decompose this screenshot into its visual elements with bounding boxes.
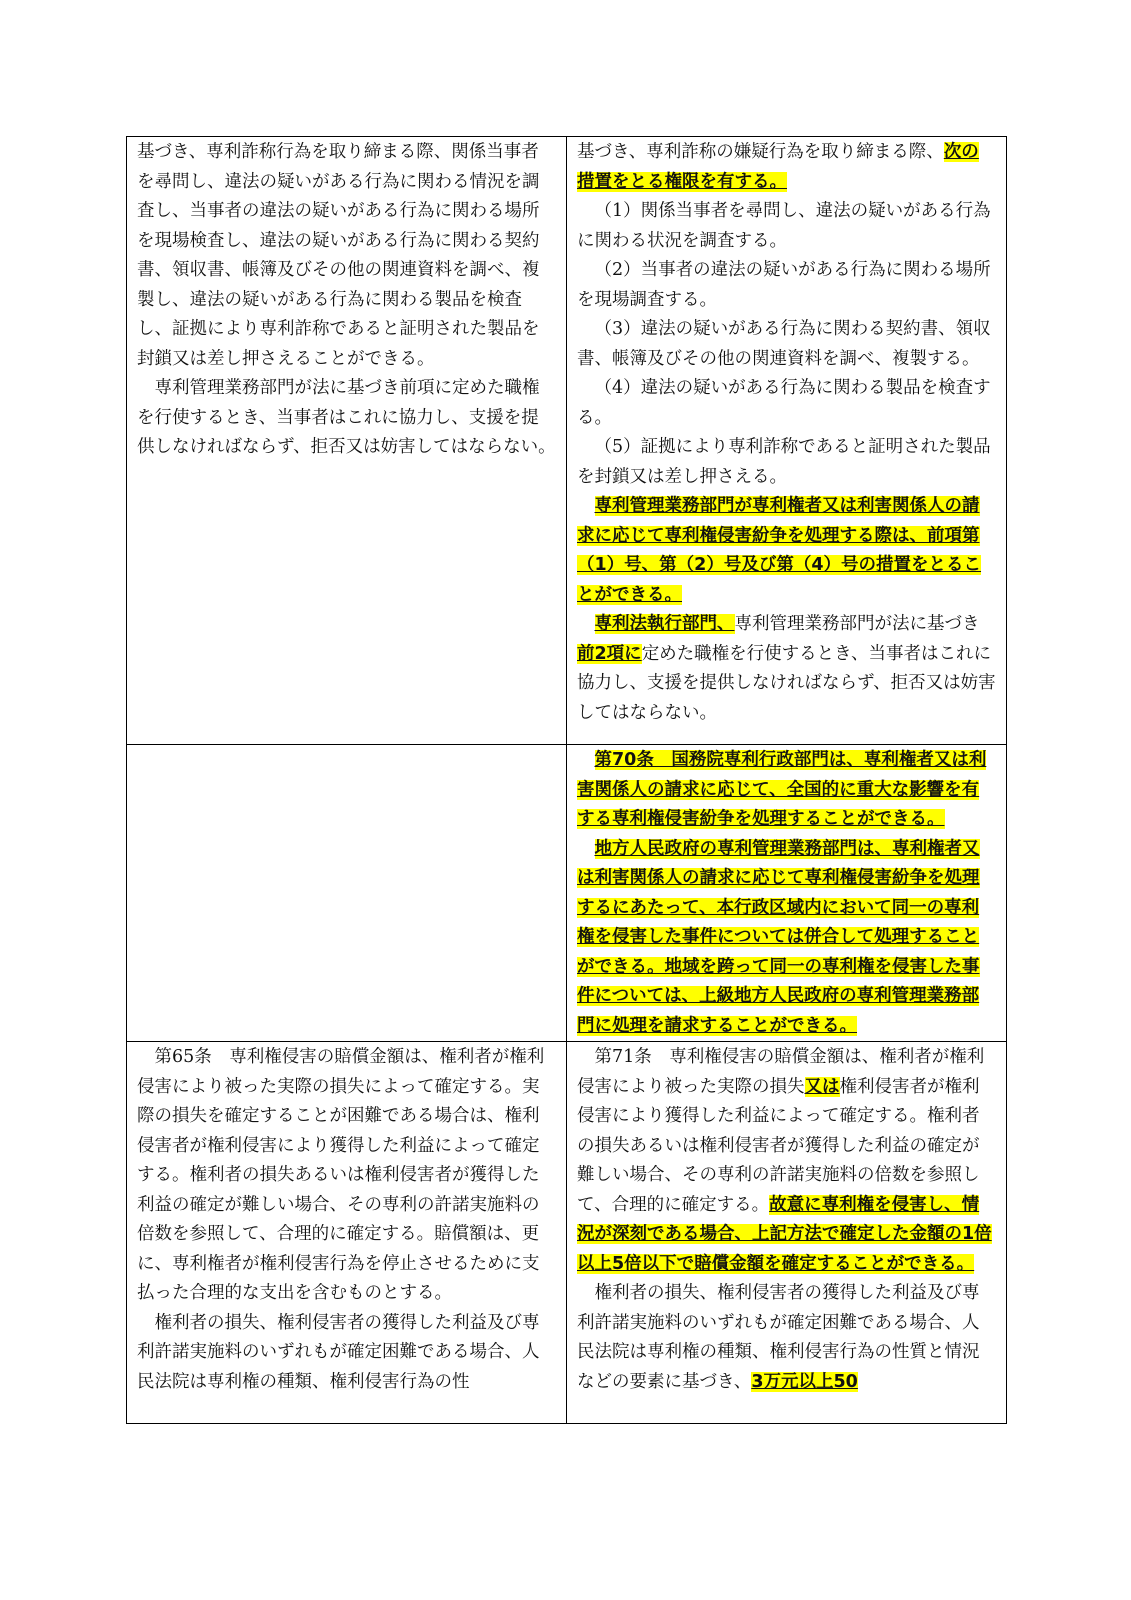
new-text-cell — [567, 745, 1007, 1042]
paragraph — [577, 197, 996, 256]
text-run: 第71条 専利権侵害の賠償金額は、権利者が権利侵害により被った実際の損失 — [577, 1047, 985, 1097]
highlighted-text: 第70条 国務院専利行政部門は、専利権者又は利害関係人の請求に応じて、全国的に重大な影響を有する専利権侵害紛争を処理することができる。 — [577, 750, 987, 829]
table-row — [127, 1042, 1007, 1424]
paragraph — [577, 1279, 996, 1397]
new-text-cell — [567, 137, 1007, 745]
table-row — [127, 745, 1007, 1042]
text-run: （3）違法の疑いがある行為に関わる契約書、領収書、帳簿及びその他の関連資料を調べ、複製する。 — [577, 319, 991, 369]
new-text-cell — [567, 1042, 1007, 1424]
table-row — [127, 137, 1007, 745]
text-run: 基づき、専利詐称の嫌疑行為を取り締まる際、 — [577, 142, 944, 162]
paragraph — [577, 433, 996, 492]
paragraph — [137, 374, 556, 463]
text-run: 専利管理業務部門が法に基づき前項に定めた職権を行使するとき、当事者はこれに協力し、支援を提供しなければならず、拒否又は妨害してはならない。 — [137, 378, 556, 457]
text-run: （1）関係当事者を尋問し、違法の疑いがある行為に関わる状況を調査する。 — [577, 201, 991, 251]
highlighted-text: 前2項に — [577, 643, 642, 664]
old-text-cell — [127, 137, 567, 745]
text-run: （5）証拠により専利詐称であると証明された製品を封鎖又は差し押さえる。 — [577, 437, 991, 487]
text-run: 権利者の損失、権利侵害者の獲得した利益及び専利許諾実施料のいずれもが確定困難である場合、人民法院は専利権の種類、権利侵害行為の性質と情況などの要素に基づき、 — [577, 1283, 980, 1392]
highlighted-text: 専利法執行部門、 — [594, 614, 735, 634]
highlighted-text: 専利管理業務部門が専利権者又は利害関係人の請求に応じて専利権侵害紛争を処理する際は、前項第（1）号、第（2）号及び第（4）号の措置をとることができる。 — [577, 496, 982, 605]
paragraph — [577, 492, 996, 610]
text-run: 第65条 専利権侵害の賠償金額は、権利者が権利侵害により被った実際の損失によって確定する。実際の損失を確定することが困難である場合は、権利侵害者が権利侵害により獲得した利益によって確定する。権利者の損失あるいは権利侵害者が獲得した利益の確定が難しい場合、その専利の許諾実施料の倍数を参照して、合理的に確定する。賠償額は、更に、専利権者が権利侵害行為を停止させるために支払った合理的な支出を含むものとする。 — [137, 1047, 545, 1303]
highlighted-text: 地方人民政府の専利管理業務部門は、専利権者又は利害関係人の請求に応じて専利権侵害紛争を処理するにあたって、本行政区域内において同一の専利権を侵害した事件については併合して処理することができる。地域を跨って同一の専利権を侵害した事件については、上級地方人民政府の専利管理業務部門に処理を請求することができる。 — [577, 838, 980, 1036]
paragraph — [577, 746, 996, 835]
text-run: （2）当事者の違法の疑いがある行為に関わる場所を現場調査する。 — [577, 260, 991, 310]
text-run: 定めた職権を行使するとき、当事者はこれに協力し、支援を提供しなければならず、拒否又は妨害してはならない。 — [577, 643, 996, 723]
highlighted-text: 次の措置をとる権限を有する。 — [577, 142, 979, 192]
text-run: 権利侵害者が権利侵害により獲得した利益によって確定する。権利者の損失あるいは権利侵害者が獲得した利益の確定が難しい場合、その専利の許諾実施料の倍数を参照して、合理的に確定する。 — [577, 1076, 980, 1215]
comparison-table — [126, 136, 1007, 1424]
paragraph — [577, 138, 996, 197]
paragraph — [577, 315, 996, 374]
paragraph — [137, 1309, 556, 1398]
paragraph — [577, 374, 996, 433]
paragraph — [577, 835, 996, 1042]
old-text-cell — [127, 1042, 567, 1424]
text-run: （4）違法の疑いがある行為に関わる製品を検査する。 — [577, 378, 991, 428]
paragraph — [137, 1043, 556, 1309]
highlighted-text: 又は — [804, 1076, 840, 1097]
paragraph — [577, 610, 996, 728]
paragraph — [577, 256, 996, 315]
text-run: 基づき、専利詐称行為を取り締まる際、関係当事者を尋問し、違法の疑いがある行為に関わる情況を調査し、当事者の違法の疑いがある行為に関わる場所を現場検査し、違法の疑いがある行為に関わる契約書、領収書、帳簿及びその他の関連資料を調べ、複製し、違法の疑いがある行為に関わる製品を検査し、証拠により専利詐称であると証明された製品を封鎖又は差し押さえることができる。 — [137, 142, 540, 369]
highlighted-text: 故意に専利権を侵害し、情況が深刻である場合、上記方法で確定した金額の1倍以上5倍以下で賠償金額を確定することができる。 — [577, 1194, 992, 1274]
text-run: 権利者の損失、権利侵害者の獲得した利益及び専利許諾実施料のいずれもが確定困難である場合、人民法院は専利権の種類、権利侵害行為の性 — [137, 1312, 540, 1392]
paragraph — [577, 1043, 996, 1279]
text-run: 専利管理業務部門が法に基づき — [734, 614, 980, 634]
highlighted-text: 3万元以上50 — [751, 1371, 858, 1392]
paragraph — [137, 138, 556, 374]
old-text-cell-empty — [127, 745, 567, 1042]
